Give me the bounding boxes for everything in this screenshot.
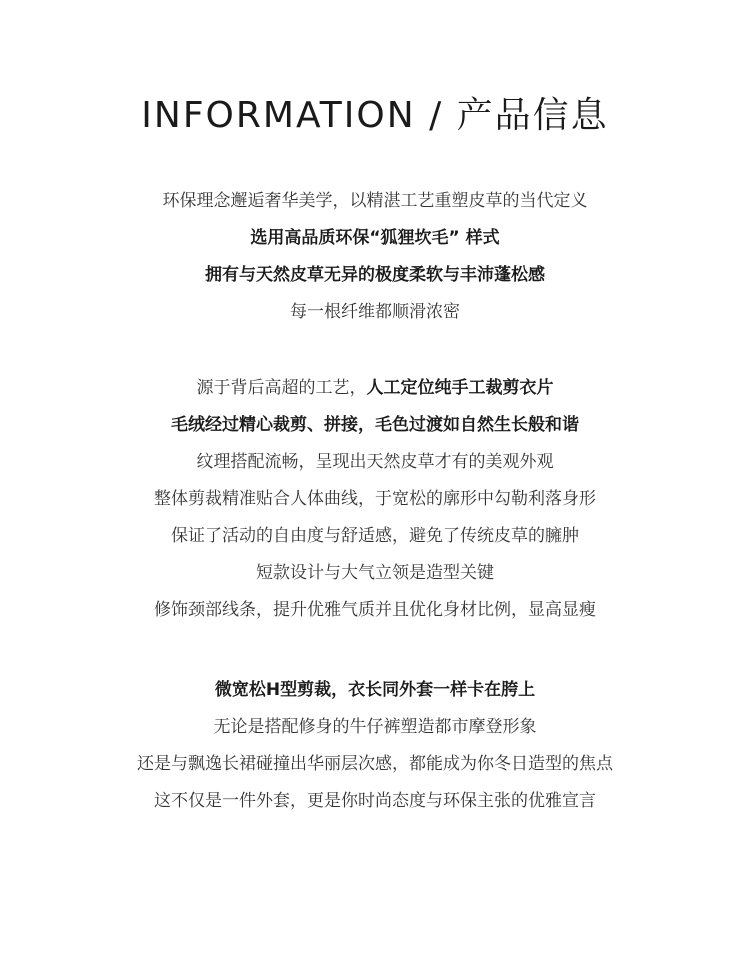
craft-line-1-normal: 源于背后高超的工艺， <box>196 378 367 398</box>
style-line-2: 无论是搭配修身的牛仔裤塑造都市摩登形象 <box>213 717 537 737</box>
style-line-3: 还是与飘逸长裙碰撞出华丽层次感，都能成为你冬日造型的焦点 <box>137 754 613 774</box>
craft-line-2: 毛绒经过精心裁剪、拼接，毛色过渡如自然生长般和谐 <box>171 415 579 435</box>
craft-line-4: 整体剪裁精准贴合人体曲线，于宽松的廓形中勾勒利落身形 <box>154 489 596 509</box>
craft-line-3: 纹理搭配流畅，呈现出天然皮草才有的美观外观 <box>196 452 554 472</box>
page-title: INFORMATION / 产品信息 <box>141 95 609 136</box>
intro-line-1: 环保理念邂逅奢华美学，以精湛工艺重塑皮草的当代定义 <box>162 191 588 211</box>
intro-section <box>0 183 750 331</box>
intro-line-4: 每一根纤维都顺滑浓密 <box>290 302 460 322</box>
craft-line-6: 短款设计与大气立领是造型关键 <box>256 563 494 583</box>
style-section <box>0 672 750 820</box>
intro-line-2: 选用高品质环保“狐狸坎毛” 样式 <box>250 228 500 248</box>
craft-line-7: 修饰颈部线条，提升优雅气质并且优化身材比例，显高显瘦 <box>154 600 596 620</box>
craft-line-5: 保证了活动的自由度与舒适感，避免了传统皮草的臃肿 <box>171 526 579 546</box>
style-line-1: 微宽松H型剪裁，衣长同外套一样卡在胯上 <box>214 680 536 700</box>
craft-line-1-bold: 人工定位纯手工裁剪衣片 <box>366 378 554 398</box>
intro-line-3: 拥有与天然皮草无异的极度柔软与丰沛蓬松感 <box>205 265 545 285</box>
style-line-4: 这不仅是一件外套，更是你时尚态度与环保主张的优雅宣言 <box>154 791 596 811</box>
craft-line-1 <box>0 370 750 407</box>
craft-section <box>0 370 750 629</box>
